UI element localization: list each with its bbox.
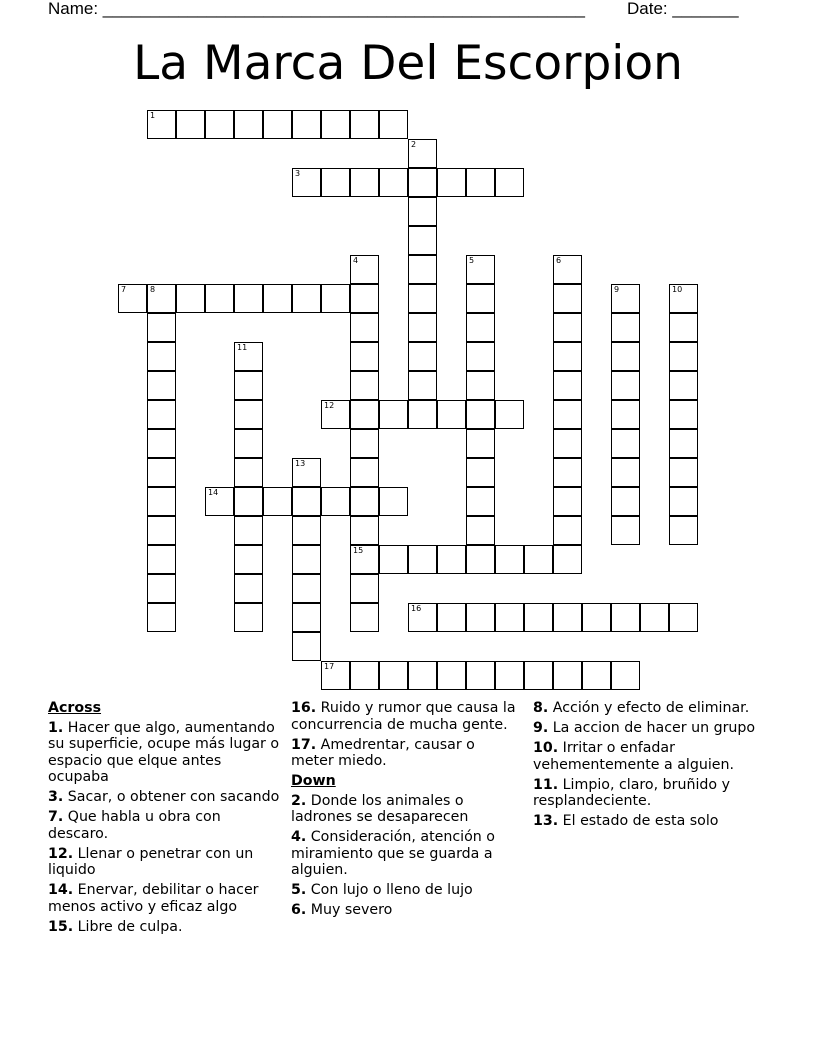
grid-cell[interactable] <box>437 603 466 632</box>
cell-number: 12 <box>324 401 335 410</box>
grid-cell[interactable] <box>234 545 263 574</box>
grid-cell[interactable] <box>466 545 495 574</box>
date-field-label: Date: _______ <box>627 0 739 18</box>
grid-cell[interactable] <box>495 168 524 197</box>
grid-cell[interactable] <box>466 342 495 371</box>
grid-cell[interactable] <box>466 458 495 487</box>
puzzle-title: La Marca Del Escorpion <box>133 36 683 91</box>
clue-number: 2. <box>291 792 307 809</box>
grid-cell[interactable] <box>553 545 582 574</box>
grid-cell[interactable] <box>495 603 524 632</box>
clue-text: Acción y efecto de eliminar. <box>548 700 750 716</box>
clue-number: 6. <box>291 902 307 918</box>
grid-cell[interactable] <box>408 400 437 429</box>
grid-cell[interactable] <box>350 545 379 574</box>
grid-cell[interactable] <box>118 284 147 313</box>
name-field-label: Name: ___________________________________________________ <box>48 0 585 18</box>
grid-cell[interactable] <box>234 342 263 371</box>
cell-number: 8 <box>150 285 156 294</box>
grid-cell[interactable] <box>147 487 176 516</box>
grid-cell[interactable] <box>205 487 234 516</box>
grid-cell[interactable] <box>611 400 640 429</box>
clue-text: Sacar, o obtener con sacando <box>63 789 280 805</box>
grid-cell[interactable] <box>350 110 379 139</box>
grid-cell[interactable] <box>553 429 582 458</box>
grid-cell[interactable] <box>234 574 263 603</box>
grid-cell[interactable] <box>292 545 321 574</box>
grid-cell[interactable] <box>321 168 350 197</box>
grid-cell[interactable] <box>437 400 466 429</box>
clue-text: Irritar o enfadar vehementemente a alguien. <box>533 740 735 773</box>
grid-cell[interactable] <box>234 458 263 487</box>
clue-item <box>48 809 284 842</box>
grid-cell[interactable] <box>292 516 321 545</box>
grid-cell[interactable] <box>147 545 176 574</box>
grid-cell[interactable] <box>553 342 582 371</box>
grid-cell[interactable] <box>292 632 321 661</box>
clue-item <box>48 720 284 786</box>
clue-text: Donde los animales o ladrones se desaparecen <box>291 792 469 825</box>
grid-cell[interactable] <box>611 661 640 690</box>
grid-cell[interactable] <box>495 545 524 574</box>
grid-cell[interactable] <box>553 661 582 690</box>
grid-cell[interactable] <box>263 110 292 139</box>
grid-cell[interactable] <box>379 110 408 139</box>
clue-text: Consideración, atención o miramiento que se guarda a alguien. <box>291 829 495 878</box>
clue-item <box>533 777 761 810</box>
clue-number: 9. <box>533 720 549 736</box>
cell-number: 15 <box>353 546 364 555</box>
grid-cell[interactable] <box>553 400 582 429</box>
grid-cell[interactable] <box>553 458 582 487</box>
grid-cell[interactable] <box>553 371 582 400</box>
grid-cell[interactable] <box>205 110 234 139</box>
clue-text: Hacer que algo, aumentando su superficie, ocupe más lugar o espacio que elque antes ocupaba <box>48 719 280 785</box>
grid-cell[interactable] <box>466 400 495 429</box>
grid-cell[interactable] <box>669 487 698 516</box>
grid-cell[interactable] <box>669 429 698 458</box>
clue-item <box>291 737 519 770</box>
grid-cell[interactable] <box>292 574 321 603</box>
grid-cell[interactable] <box>147 516 176 545</box>
grid-cell[interactable] <box>147 458 176 487</box>
grid-cell[interactable] <box>524 545 553 574</box>
clue-column-3 <box>533 700 761 833</box>
grid-cell[interactable] <box>147 371 176 400</box>
grid-cell[interactable] <box>669 603 698 632</box>
grid-cell[interactable] <box>263 487 292 516</box>
grid-cell[interactable] <box>408 545 437 574</box>
grid-cell[interactable] <box>408 139 437 168</box>
grid-cell[interactable] <box>408 226 437 255</box>
clue-text: Muy severo <box>306 902 393 918</box>
cell-number: 16 <box>411 604 422 613</box>
grid-cell[interactable] <box>611 313 640 342</box>
grid-cell[interactable] <box>147 400 176 429</box>
grid-cell[interactable] <box>611 603 640 632</box>
grid-cell[interactable] <box>292 603 321 632</box>
grid-cell[interactable] <box>466 284 495 313</box>
grid-cell[interactable] <box>263 284 292 313</box>
grid-cell[interactable] <box>147 284 176 313</box>
grid-cell[interactable] <box>350 342 379 371</box>
cell-number: 11 <box>237 343 248 352</box>
grid-cell[interactable] <box>292 458 321 487</box>
grid-cell[interactable] <box>466 661 495 690</box>
grid-cell[interactable] <box>408 313 437 342</box>
clue-item <box>533 813 761 830</box>
clue-column-2 <box>291 700 519 922</box>
grid-cell[interactable] <box>408 284 437 313</box>
clue-text: Llenar o penetrar con un liquido <box>48 845 254 878</box>
grid-cell[interactable] <box>176 110 205 139</box>
grid-cell[interactable] <box>553 603 582 632</box>
grid-cell[interactable] <box>466 255 495 284</box>
grid-cell[interactable] <box>147 342 176 371</box>
cell-number: 4 <box>353 256 359 265</box>
grid-cell[interactable] <box>495 400 524 429</box>
grid-cell[interactable] <box>350 255 379 284</box>
cell-number: 5 <box>469 256 475 265</box>
clue-column-1 <box>48 700 284 939</box>
grid-cell[interactable] <box>350 516 379 545</box>
grid-cell[interactable] <box>234 284 263 313</box>
clue-item <box>48 882 284 915</box>
cell-number: 1 <box>150 111 156 120</box>
grid-cell[interactable] <box>553 284 582 313</box>
grid-cell[interactable] <box>466 603 495 632</box>
clue-number: 10. <box>533 740 559 756</box>
grid-cell[interactable] <box>321 110 350 139</box>
clue-text: Enervar, debilitar o hacer menos activo y eficaz algo <box>48 882 259 915</box>
clue-text: Limpio, claro, bruñido y resplandeciente. <box>533 776 730 809</box>
grid-cell[interactable] <box>611 371 640 400</box>
clue-number: 11. <box>533 776 559 793</box>
grid-cell[interactable] <box>437 168 466 197</box>
clue-number: 17. <box>291 736 317 753</box>
grid-cell[interactable] <box>408 255 437 284</box>
grid-cell[interactable] <box>611 284 640 313</box>
clue-item <box>291 882 519 899</box>
grid-cell[interactable] <box>350 661 379 690</box>
grid-cell[interactable] <box>408 603 437 632</box>
grid-cell[interactable] <box>379 661 408 690</box>
grid-cell[interactable] <box>669 342 698 371</box>
grid-cell[interactable] <box>669 400 698 429</box>
grid-cell[interactable] <box>408 371 437 400</box>
clue-section-heading: Down <box>291 773 336 789</box>
grid-cell[interactable] <box>350 574 379 603</box>
clue-text: Libre de culpa. <box>73 918 183 935</box>
grid-cell[interactable] <box>466 516 495 545</box>
clue-item <box>48 846 284 879</box>
grid-cell[interactable] <box>234 603 263 632</box>
grid-cell[interactable] <box>147 429 176 458</box>
cell-number: 3 <box>295 169 301 178</box>
cell-number: 6 <box>556 256 562 265</box>
grid-cell[interactable] <box>350 168 379 197</box>
grid-cell[interactable] <box>553 313 582 342</box>
grid-cell[interactable] <box>669 284 698 313</box>
clue-number: 5. <box>291 882 307 898</box>
grid-cell[interactable] <box>466 371 495 400</box>
grid-cell[interactable] <box>408 342 437 371</box>
cell-number: 17 <box>324 662 335 671</box>
clue-number: 12. <box>48 845 74 862</box>
grid-cell[interactable] <box>611 516 640 545</box>
clue-text: Que habla u obra con descaro. <box>48 809 221 842</box>
clue-number: 14. <box>48 882 74 898</box>
grid-cell[interactable] <box>669 313 698 342</box>
cell-number: 9 <box>614 285 620 294</box>
grid-cell[interactable] <box>205 284 234 313</box>
grid-cell[interactable] <box>234 400 263 429</box>
grid-cell[interactable] <box>437 661 466 690</box>
grid-cell[interactable] <box>408 197 437 226</box>
grid-cell[interactable] <box>321 661 350 690</box>
grid-cell[interactable] <box>553 255 582 284</box>
grid-cell[interactable] <box>495 661 524 690</box>
cell-number: 13 <box>295 459 306 468</box>
clue-item <box>533 700 761 717</box>
grid-cell[interactable] <box>582 603 611 632</box>
grid-cell[interactable] <box>640 603 669 632</box>
grid-cell[interactable] <box>147 603 176 632</box>
grid-cell[interactable] <box>553 487 582 516</box>
grid-cell[interactable] <box>292 487 321 516</box>
grid-cell[interactable] <box>350 371 379 400</box>
clue-item <box>533 720 761 737</box>
clue-number: 7. <box>48 809 64 825</box>
grid-cell[interactable] <box>350 458 379 487</box>
clue-text: El estado de esta solo <box>558 813 719 829</box>
grid-cell[interactable] <box>292 284 321 313</box>
clue-number: 1. <box>48 719 64 736</box>
grid-cell[interactable] <box>611 429 640 458</box>
clue-item <box>48 789 284 806</box>
cell-number: 2 <box>411 140 417 149</box>
grid-cell[interactable] <box>669 371 698 400</box>
grid-cell[interactable] <box>350 429 379 458</box>
clue-number: 8. <box>533 700 549 716</box>
grid-cell[interactable] <box>147 313 176 342</box>
grid-cell[interactable] <box>379 487 408 516</box>
clue-text: La accion de hacer un grupo <box>548 720 756 736</box>
grid-cell[interactable] <box>466 487 495 516</box>
grid-cell[interactable] <box>350 603 379 632</box>
grid-cell[interactable] <box>292 110 321 139</box>
grid-cell[interactable] <box>611 487 640 516</box>
grid-cell[interactable] <box>176 284 205 313</box>
grid-cell[interactable] <box>234 110 263 139</box>
grid-cell[interactable] <box>234 429 263 458</box>
grid-cell[interactable] <box>147 110 176 139</box>
grid-cell[interactable] <box>611 458 640 487</box>
clue-number: 3. <box>48 789 64 805</box>
clue-item <box>48 919 284 936</box>
grid-cell[interactable] <box>553 516 582 545</box>
grid-cell[interactable] <box>147 574 176 603</box>
grid-cell[interactable] <box>292 168 321 197</box>
grid-cell[interactable] <box>350 313 379 342</box>
grid-cell[interactable] <box>582 661 611 690</box>
clue-item <box>291 829 519 879</box>
grid-cell[interactable] <box>669 458 698 487</box>
grid-cell[interactable] <box>350 400 379 429</box>
grid-cell[interactable] <box>524 603 553 632</box>
cell-number: 10 <box>672 285 683 294</box>
grid-cell[interactable] <box>321 400 350 429</box>
clue-item <box>291 902 519 919</box>
grid-cell[interactable] <box>379 545 408 574</box>
grid-cell[interactable] <box>466 429 495 458</box>
grid-cell[interactable] <box>321 284 350 313</box>
clue-text: Amedrentar, causar o meter miedo. <box>291 736 475 769</box>
grid-cell[interactable] <box>234 487 263 516</box>
grid-cell[interactable] <box>379 400 408 429</box>
clue-text: Con lujo o lleno de lujo <box>306 882 473 898</box>
grid-cell[interactable] <box>669 516 698 545</box>
cell-number: 7 <box>121 285 127 294</box>
clue-text: Ruido y rumor que causa la concurrencia de mucha gente. <box>291 700 516 733</box>
clue-item <box>291 700 519 733</box>
grid-cell[interactable] <box>408 661 437 690</box>
clue-number: 13. <box>533 813 559 829</box>
clue-number: 4. <box>291 829 307 845</box>
grid-cell[interactable] <box>408 168 437 197</box>
grid-cell[interactable] <box>321 487 350 516</box>
grid-cell[interactable] <box>350 284 379 313</box>
grid-cell[interactable] <box>234 516 263 545</box>
grid-cell[interactable] <box>437 545 466 574</box>
clue-number: 16. <box>291 700 317 716</box>
grid-cell[interactable] <box>524 661 553 690</box>
grid-cell[interactable] <box>379 168 408 197</box>
grid-cell[interactable] <box>350 487 379 516</box>
grid-cell[interactable] <box>234 371 263 400</box>
clue-number: 15. <box>48 918 74 935</box>
clue-section-heading: Across <box>48 700 102 716</box>
grid-cell[interactable] <box>466 168 495 197</box>
clue-item <box>291 793 519 826</box>
clue-item <box>533 740 761 773</box>
grid-cell[interactable] <box>466 313 495 342</box>
cell-number: 14 <box>208 488 219 497</box>
grid-cell[interactable] <box>611 342 640 371</box>
